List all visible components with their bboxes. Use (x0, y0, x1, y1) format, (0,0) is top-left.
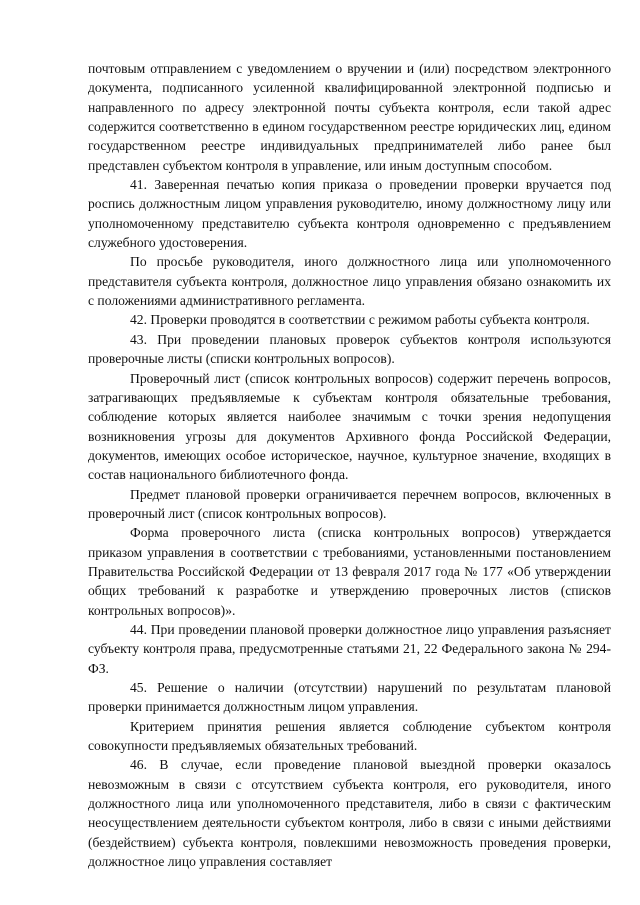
paragraph-45: 45. Решение о наличии (отсутствии) нарушений по результатам плановой проверки принимается должностным лицом управления. (88, 680, 611, 715)
paragraph-43-checklist-content: Проверочный лист (список контрольных вопросов) содержит перечень вопросов, затрагивающих предъявляемые к субъектам контроля обязательные требования, соблюдение которых является наиболее значимым с точки зрения недопущения возникновения угрозы для документов Архивного фонда Российской Федерации, документов, имеющих особое историческое, научное, культурное значение, входящих в состав национального библиотечного фонда. (88, 370, 611, 483)
paragraph-43-form-approval: Форма проверочного листа (списка контрольных вопросов) утверждается приказом управления в соответствии с требованиями, установленными постановлением Правительства Российской Федерации от 13 февраля 2017 года № 177 «Об утверждении общих требований к разработке и утверждению проверочных листов (списков контрольных вопросов)». (88, 525, 611, 618)
paragraph-continuation: почтовым отправлением с уведомлением о вручении и (или) посредством электронного документа, подписанного усиленной квалифицированной электронной подписью и направленного по адресу электронной почты субъекта контроля, если такой адрес содержится соответственно в едином государственном реестре юридических лиц, едином государственном реестре индивидуальных предпринимателей либо ранее был представлен субъектом контроля в управление, или иным доступным способом. (88, 61, 611, 173)
paragraph-43-subject-limit: Предмет плановой проверки ограничивается перечнем вопросов, включенных в проверочный лист (список контрольных вопросов). (88, 486, 611, 521)
paragraph-41: 41. Заверенная печатью копия приказа о проведении проверки вручается под роспись должностным лицом управления руководителю, иному должностному лицу или уполномоченному представителю субъекта контроля одновременно с предъявлением служебного удостоверения. (88, 177, 611, 251)
document-page (88, 59, 611, 871)
paragraph-42: 42. Проверки проводятся в соответствии с режимом работы субъекта контроля. (130, 312, 590, 328)
paragraph-43: 43. При проведении плановых проверок субъектов контроля используются проверочные листы (списки контрольных вопросов). (88, 331, 611, 367)
paragraph-44: 44. При проведении плановой проверки должностное лицо управления разъясняет субъекту контроля права, предусмотренные статьями 21, 22 Федерального закона № 294-ФЗ. (88, 621, 611, 676)
paragraph-46: 46. В случае, если проведение плановой выездной проверки оказалось невозможным в связи с отсутствием субъекта контроля, его руководителя, иного должностного лица или уполномоченного представителя, либо в связи с фактическим неосуществлением деятельности субъектом контроля, либо в связи с иными действиями (бездействием) субъекта контроля, повлекшими невозможность проведения проверки, должностное лицо управления составляет (88, 757, 611, 870)
paragraph-41-request: По просьбе руководителя, иного должностного лица или уполномоченного представителя субъекта контроля, должностное лицо управления обязано ознакомить их с положениями административного регламента. (88, 254, 611, 309)
paragraph-45-criterion: Критерием принятия решения является соблюдение субъектом контроля совокупности предъявляемых обязательных требований. (88, 718, 611, 754)
